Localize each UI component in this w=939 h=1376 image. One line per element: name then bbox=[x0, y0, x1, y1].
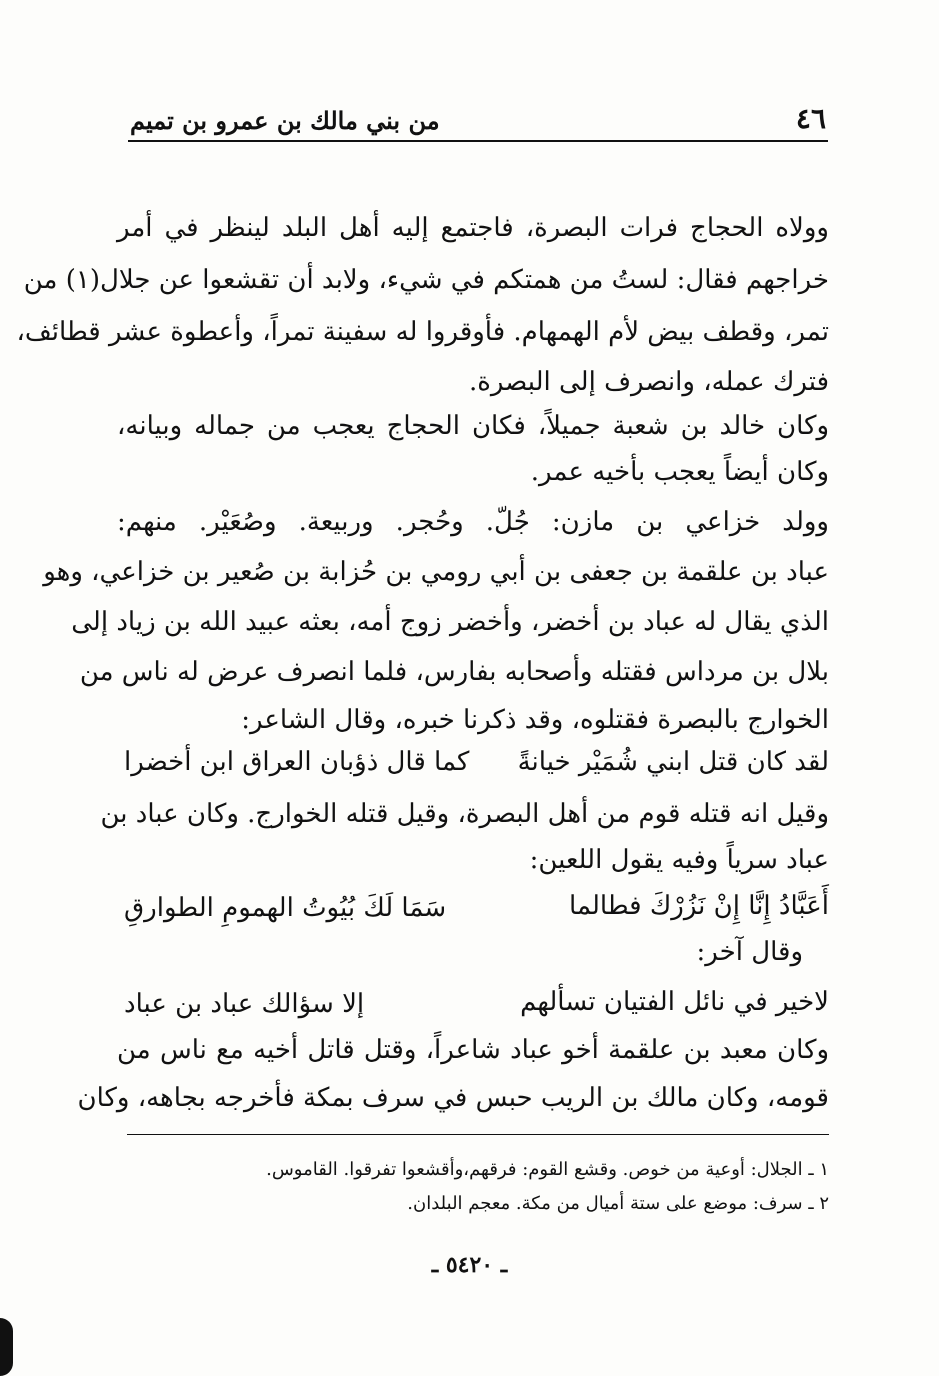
running-title: من بني مالك بن عمرو بن تميم bbox=[130, 106, 440, 135]
footnote: ٢ ـ سرف: موضع على ستة أميال من مكة. معجم البلدان. bbox=[407, 1193, 829, 1214]
body-line: وقيل انه قتله قوم من أهل البصرة، وقيل قتله الخوارج. وكان عباد بن bbox=[100, 799, 829, 829]
body-line: تمر، وقطف بيض لأم الهمهام. فأوقروا له سفينة تمراً، وأعطوة عشر قطائف، bbox=[16, 317, 829, 347]
verse-second-hemistich: سَمَا لَكَ بُيُوتُ الهمومِ الطوارقِ bbox=[124, 893, 447, 923]
body-line: عباد سرياً وفيه يقول اللعين: bbox=[529, 845, 829, 875]
body-line: الذي يقال له عباد بن أخضر، وأخضر زوج أمه، بعثه عبيد الله بن زياد إلى bbox=[71, 607, 829, 637]
body-line: وكان معبد بن علقمة أخو عباد شاعراً، وقتل قاتل أخيه مع ناس من bbox=[117, 1035, 829, 1065]
body-line: وولاه الحجاج فرات البصرة، فاجتمع إليه أهل البلد لينظر في أمر bbox=[117, 213, 829, 243]
binding-mark bbox=[0, 1318, 13, 1376]
body-line: خراجهم فقال: لستُ من همتكم في شيء، ولابد أن تقشعوا عن جلال(١) من bbox=[23, 265, 829, 295]
verse-second-hemistich: إلا سؤالك عباد بن عباد bbox=[124, 989, 365, 1019]
page-number: ٤٦ bbox=[795, 102, 826, 135]
page-header bbox=[128, 100, 828, 142]
body-line: وولد خزاعي بن مازن: جُلّ. وحُجر. وربيعة. وصُعَيْر. منهم: bbox=[117, 507, 829, 537]
verse-second-hemistich: كما قال ذؤبان العراق ابن أخضرا bbox=[124, 747, 470, 777]
body-line: الخوارج بالبصرة فقتلوه، وقد ذكرنا خبره، وقال الشاعر: bbox=[241, 705, 829, 735]
body-line: وكان خالد بن شعبة جميلاً، فكان الحجاج يعجب من جماله وبيانه، bbox=[117, 411, 829, 441]
verse-first-hemistich: أَعَبَّادُ إِنَّا إِنْ نَزُرْكَ فطالما bbox=[569, 891, 829, 921]
body-line: وقال آخر: bbox=[696, 937, 803, 967]
footnote: ١ ـ الجلال: أوعية من خوص. وقشع القوم: فرقهم،وأقشعوا تفرقوا. القاموس. bbox=[266, 1159, 829, 1180]
body-line: قومه، وكان مالك بن الريب حبس في سرف بمكة فأخرجه بجاهه، وكان bbox=[77, 1083, 829, 1113]
body-line: وكان أيضاً يعجب بأخيه عمر. bbox=[530, 457, 829, 487]
body-line: بلال بن مرداس فقتله وأصحابه بفارس، فلما انصرف عرض له ناس من bbox=[79, 657, 829, 687]
body-line: فترك عمله، وانصرف إلى البصرة. bbox=[468, 367, 829, 397]
verse-first-hemistich: لاخير في نائل الفتيان تسألهم bbox=[520, 987, 829, 1017]
footnote-rule bbox=[127, 1134, 829, 1135]
body-line: عباد بن علقمة بن جعفى بن أبي رومي بن حُزابة بن صُعير بن خزاعي، وهو bbox=[43, 557, 829, 587]
printed-page-number: ـ ٥٤٢٠ ـ bbox=[431, 1252, 508, 1278]
verse-first-hemistich: لقد كان قتل ابني شُمَيْر خيانةً bbox=[517, 747, 829, 777]
